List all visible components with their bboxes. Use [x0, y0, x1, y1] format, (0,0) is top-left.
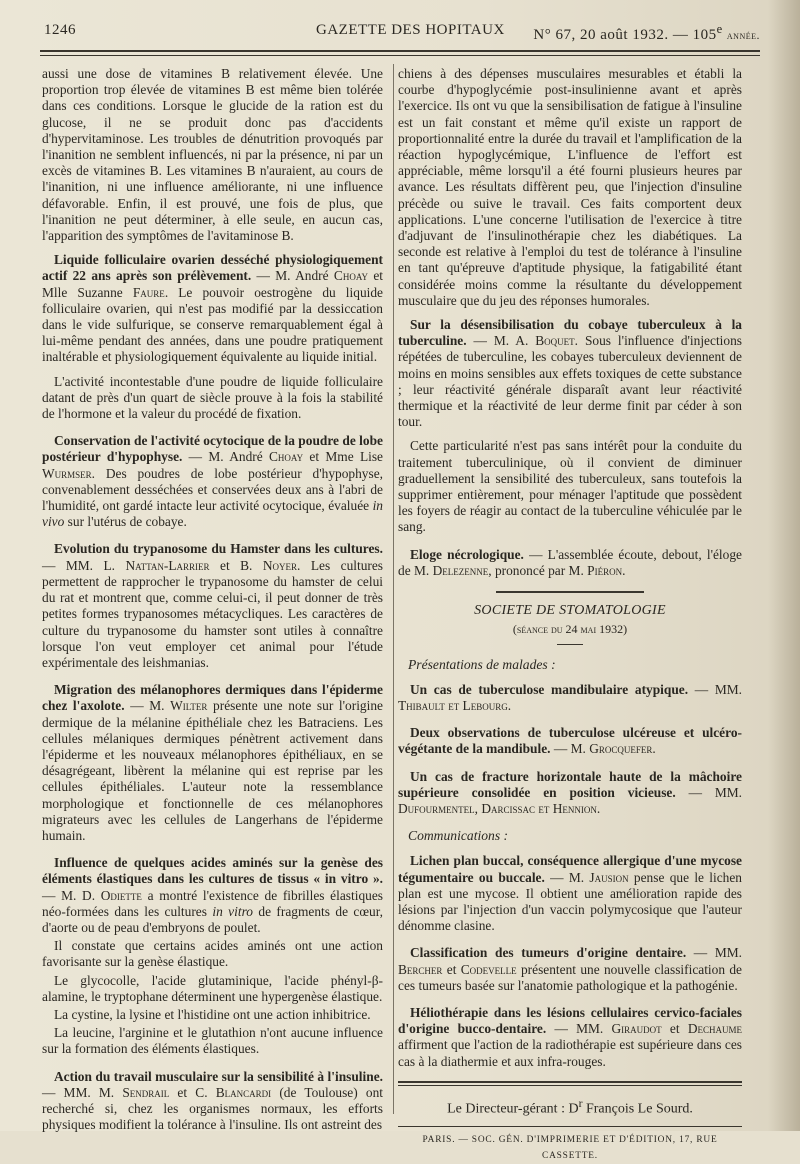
article [398, 1005, 742, 1070]
article-paragraph: La cystine, la lysine et l'histidine ont une action inhibitrice. [54, 1006, 371, 1022]
article-title: Conservation de l'activité ocytocique de la poudre de lobe postérieur d'hypophyse. [42, 433, 383, 465]
header-rule [40, 50, 760, 52]
author-name: Faure [132, 284, 165, 300]
article-title: Un cas de fracture horizontale haute de la mâchoire supérieure consolidée en position vicieuse. [398, 768, 742, 800]
right-column [398, 66, 742, 1164]
author-name: Blancardi [215, 1084, 272, 1100]
author-name: Grocquefer. [589, 741, 656, 757]
left-column [42, 66, 383, 1144]
article-paragraph: Héliothérapie dans les lésions cellulaires cervico-faciales d'origine bucco-dentaire. — MM. Giraudot et Dechaume affirment que l'action de la radiothérapie est supérieure dans ces cas à la diathermie et aux infra-rouges. [398, 1004, 742, 1069]
article-paragraph: Liquide folliculaire ovarien desséché physiologiquement actif 22 ans après son prélèvement. — M. André Choay et Mlle Suzanne Faure. Le pouvoir oestrogène du liquide folliculaire ovarien, qui n'est pas modifié par la dessiccation dans le vide sulfurique, se conserve remarquablement égal à lui-même pendant des années, dans une poudre pratiquement inaltérable et physiologiquement équivalente au liquide initial. [42, 252, 384, 365]
article-paragraph: Evolution du trypanosome du Hamster dans les cultures. — MM. L. Nattan-Larrier et B. Noyer. Les cultures permettent de rapprocher le trypanosome du hamster de celui du rat et montrent que, comme celui-ci, il peut donner de très petites formes trypanosomes métacycliques. Les caractères de culture du trypanosome du hamster sont utiles à connaître lorsque l'on veut employer cet animal pour l'étude expérimentale des leishmanias. [42, 541, 384, 670]
article-paragraph: Un cas de tuberculose mandibulaire atypique. — MM. Thibault et Lebourg. [398, 681, 742, 713]
article [398, 853, 742, 934]
article [398, 725, 742, 757]
article-paragraph: Classification des tumeurs d'origine dentaire. — MM. Bercher et Codevelle présentent une nouvelle classification de ces tumeurs basée sur l'anatomie pathologique et la pathogénie. [398, 945, 742, 993]
author-name: Choay [333, 268, 369, 284]
article [398, 317, 742, 536]
author-name: Nattan-Larrier [125, 557, 210, 573]
running-header [44, 22, 760, 46]
article-paragraph: Le glycocolle, l'acide glutaminique, l'acide phényl-β-alamine, le tryptophane déterminent une hypergenèse élastique. [42, 972, 383, 1004]
author-name: Piéron [587, 562, 623, 578]
article-title: Migration des mélanophores dermiques dans l'épiderme chez l'axolote. [42, 682, 383, 714]
author-name: Choay [268, 449, 304, 465]
author-name: Dufourmentel, Darcissac et Hennion. [398, 800, 601, 816]
article-paragraph: Cette particularité n'est pas sans intérêt pour la conduite du traitement tuberculinique, où il convient de diminuer graduellement la sensibilité des tuberculeux, sans toutefois la supprimer entièrement, pour ménager l'aptitude que possèdent les foyers de réagir au contact de la tuberculine véhiculée par le sang. [398, 438, 742, 535]
short-rule [557, 644, 583, 645]
imprint-rule [398, 1126, 742, 1127]
director-signature: Le Directeur-gérant : $D^r$ François Le Sourd. [447, 1096, 693, 1117]
article-paragraph: L'activité incontestable d'une poudre de liquide folliculaire datant de près d'un quart de siècle prouve à la fois la stabilité de l'hormone et la valeur du procédé de fixation. [42, 373, 383, 422]
journal-title: GAZETTE DES HOPITAUX [316, 22, 505, 38]
article-title: Héliothérapie dans les lésions cellulaires cervico-faciales d'origine bucco-dentaire. [398, 1004, 742, 1037]
author-name: Thibault et Lebourg. [398, 697, 512, 713]
article-paragraph: Il constate que certains acides aminés ont une action favorisante sur la genèse élastique. [42, 938, 383, 970]
article-paragraph: Migration des mélanophores dermiques dans l'épiderme chez l'axolote. — M. Wilter présente une note sur l'origine dermique de la mélanine épithéliale chez les Batraciens. Les cellules mélaniques dermiques pénètrent activement dans l'épiderme et les nouveaux mélanophores épithéliaux, en se désagrégeant, libèrent la mélanine qui est reprise par les cellules épithéliales. L'auteur note la ressemblance morphologique et fonctionnelle de ces mélanophores migrateurs avec les cellules de Langerhans de l'épiderme humain. [42, 682, 383, 843]
author-name: Codevelle [460, 961, 517, 977]
author-name: Wurmser [42, 465, 92, 481]
session-date: (séance du 24 mai 1932) [512, 622, 628, 637]
page-number: 1246 [44, 22, 76, 38]
author-name: Jausion [589, 869, 629, 885]
article [42, 541, 383, 671]
article-paragraph: La leucine, l'arginine et le glutathion n'ont aucune influence sur la formation des éléments élastiques. [42, 1025, 383, 1057]
article [398, 682, 742, 714]
article-title: Un cas de tuberculose mandibulaire atypique. [410, 681, 689, 697]
footer-rule-thin [398, 1085, 742, 1086]
author-name: Wilter [170, 698, 208, 714]
author-name: Noyer [262, 557, 298, 573]
article-paragraph: Eloge nécrologique. — L'assemblée écoute, debout, l'éloge de M. Delezenne, prononcé par M. Piéron. [398, 546, 742, 578]
article-title: Evolution du trypanosome du Hamster dans les cultures. [54, 541, 383, 557]
article [42, 252, 383, 422]
article-paragraph: Un cas de fracture horizontale haute de la mâchoire supérieure consolidée en position vicieuse. — MM. Dufourmentel, Darcissac et Hennion. [398, 768, 742, 816]
article-title: Liquide folliculaire ovarien desséché physiologiquement actif 22 ans après son prélèvement. [42, 252, 383, 284]
article-title: Action du travail musculaire sur la sensibilité à l'insuline. [54, 1068, 383, 1084]
article [42, 855, 383, 1057]
article-paragraph: Conservation de l'activité ocytocique de la poudre de lobe postérieur d'hypophyse. — M. André Choay et Mme Lise Wurmser. Des poudres de lobe postérieur d'hypophyse, convenablement desséchées et conservées deux ans à l'abri de l'humidité, ont gardé intacte leur activité ocytocique, évaluée in vivo sur l'utérus de cobaye. [42, 433, 384, 530]
author-name: Sendrail [122, 1084, 170, 1100]
article [42, 433, 383, 530]
issue-line: N° 67, 20 août 1932. — 105e année. [533, 22, 760, 43]
section-rule [496, 591, 644, 593]
printer-imprint: PARIS. — SOC. GÉN. D'IMPRIMERIE ET D'ÉDITION, 17, RUE CASSETTE. [422, 1134, 718, 1161]
section-heading: Présentations de malades : [408, 656, 556, 672]
article-title: Lichen plan buccal, conséquence allergique d'une mycose tégumentaire ou buccale. [398, 853, 742, 885]
column-separator [393, 64, 394, 1114]
article-paragraph: Sur la désensibilisation du cobaye tuberculeux à la tuberculine. — M. A. Boquet. Sous l'influence d'injections répétées de tuberculine, les cobayes tuberculeux deviennent de moins en moins sensibles aux effets toxiques de cette substance ; leur réactivité générale disparaît avant leur réactivité thermique et la réactivité de leur derme finit par céder à son tour. [398, 317, 742, 430]
section-heading: Communications : [408, 828, 509, 844]
article-paragraph: Action du travail musculaire sur la sensibilité à l'insuline. — MM. M. Sendrail et C. Blancardi (de Toulouse) ont recherché si, chez les organismes normaux, les efforts physiques modifient la tolérance à l'insuline. Ils ont astreint des [42, 1068, 383, 1133]
article [398, 547, 742, 579]
article-paragraph: Lichen plan buccal, conséquence allergique d'une mycose tégumentaire ou buccale. — M. Jausion pense que le lichen plan est une mycose. Il obtient une amélioration rapide des lésions par l'injection d'un vaccin polymycosique que l'auteur dénomme clasine. [398, 853, 742, 934]
author-name: Dechaume [687, 1021, 742, 1037]
article [42, 1069, 383, 1134]
article-paragraph: Deux observations de tuberculose ulcéreuse et ulcéro-végétante de la mandibule. — M. Grocquefer. [398, 725, 742, 757]
society-title: SOCIETE DE STOMATOLOGIE [474, 603, 666, 619]
header-rule-thin [40, 55, 760, 56]
article-paragraph: Influence de quelques acides aminés sur la genèse des éléments élastiques dans les cultures de tissus « in vitro ». — M. D. Odiette a montré l'existence de fibrilles élastiques néo-formées dans les cultures in vitro de fragments de cœur, d'aorte ou de peau d'embryons de poulet. [42, 855, 384, 935]
author-name: Odiette [100, 887, 142, 903]
article-title: Eloge nécrologique. [410, 546, 524, 562]
article [398, 945, 742, 994]
article-title: Classification des tumeurs d'origine dentaire. [410, 945, 687, 961]
article [398, 769, 742, 818]
article-title: Deux observations de tuberculose ulcéreuse et ulcéro-végétante de la mandibule. [398, 725, 742, 757]
article [42, 682, 383, 844]
author-name: Giraudot [611, 1021, 662, 1037]
article-title: Sur la désensibilisation du cobaye tuberculeux à la tuberculine. [398, 317, 742, 349]
author-name: Delezenne [432, 562, 489, 578]
paragraph: aussi une dose de vitamines B relativement élevée. Une proportion trop élevée de vitamines B est même bien tolérée dans ces conditions. Lorsque le glucide de la ration est du glucose, il ne se produit donc pas d'accidents d'hypervitaminose. Les troubles de dénutrition provoqués par l'inanition ne semblent influencés, ni par la présence, ni par un excès de vitamines B. Les vitamines B n'auraient, au cours de l'inanition, ni une influence améliorante, ni une influence défavorable. Enfin, il est prouvé, une fois de plus, que l'inanition ne peut déterminer, à elle seule, en aucun cas, l'apparition des symptômes de l'avitaminose B. [42, 66, 383, 244]
author-name: Boquet [535, 333, 575, 349]
author-name: Bercher [398, 961, 443, 977]
paragraph: chiens à des dépenses musculaires mesurables et établi la courbe d'hypoglycémie post-insulinienne avant et après l'exercice. Ils ont vu que la sensibilisation de fatigue à l'insuline est un fait constant et même qu'il existe un rapport de proportionnalité entre la durée du travail et l'amplification de la réaction hypoglycémique, L'influence de l'effort est appréciable, même lorsqu'il a été fourni plusieurs heures par avance. Les résultats diffèrent peu, que l'injection d'insuline précède ou suive le travail. Ces faits comportent deux applications. L'une concerne l'utilisation de l'exercice à titre d'adjuvant de l'insulinothérapie chez les diabétiques. La seconde est relative à l'emploi du test de tolérance à l'insuline en tant qu'épreuve d'aptitude physique, la fatigabilité étant considérée moins comme la résultante du développement musculaire que du jeu des réponses humorales. [398, 66, 742, 308]
footer-rule [398, 1081, 742, 1083]
article-title: Influence de quelques acides aminés sur la genèse des éléments élastiques dans les cultures de tissus « in vitro ». [42, 855, 383, 887]
